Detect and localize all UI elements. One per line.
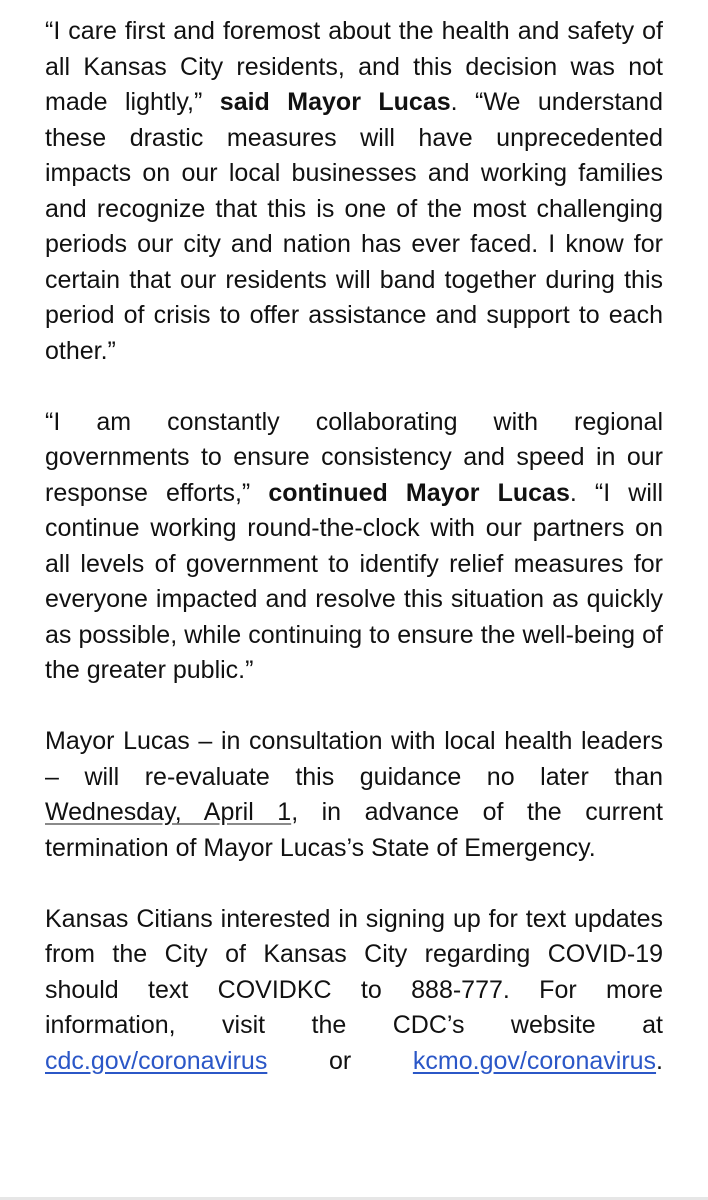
kcmo-link[interactable]: kcmo.gov/coronavirus: [412, 1046, 657, 1075]
cdc-link[interactable]: cdc.gov/coronavirus: [45, 1046, 268, 1075]
quote-1-text-end: . “We understand these drastic measures will have unprecedented impacts on our local businesses and working families and recognize that this is one of the most challenging periods our city and nation has ever faced. I know for certain that our residents will band together during this period of crisis to offer assistance and support to each other.”: [45, 88, 663, 365]
quote-1-text-start: “I care first and foremost about the health and safety of all Kansas City residents, and this decision was not made lightly,”: [45, 17, 663, 116]
guidance-text-start: Mayor Lucas – in consultation with local health leaders – will re-evaluate this guidance no later than: [45, 727, 663, 791]
evaluation-date-link[interactable]: Wednesday, April 1: [45, 798, 292, 826]
quote-2-text-start: “I am constantly collaborating with regional governments to ensure consistency and speed in our response efforts,”: [45, 407, 663, 507]
info-text-end: .: [656, 1046, 663, 1075]
quote-1-speaker: said Mayor Lucas: [219, 88, 451, 116]
quote-2-text-end: . “I will continue working round-the-clock with our partners on all levels of government to identify relief measures for everyone impacted and resolve this situation as quickly as possible, while continuing to ensure the well-being of the greater public.”: [45, 478, 664, 684]
guidance-text-end: , in advance of the current termination of Mayor Lucas’s State of Emergency.: [45, 798, 663, 862]
guidance-paragraph: [45, 724, 663, 866]
info-text: Kansas Citians interested in signing up for text updates from the City of Kansas City regarding COVID-19 should text COVIDKC to 888-777. For more information, visit the CDC’s website at: [45, 904, 663, 1039]
quote-paragraph-1: [45, 14, 663, 369]
press-release-excerpt: [45, 14, 663, 1079]
quote-2-speaker: continued Mayor Lucas: [268, 478, 570, 507]
quote-paragraph-2: [45, 405, 663, 689]
link-connector: or: [267, 1046, 413, 1075]
info-paragraph: [45, 902, 663, 1080]
